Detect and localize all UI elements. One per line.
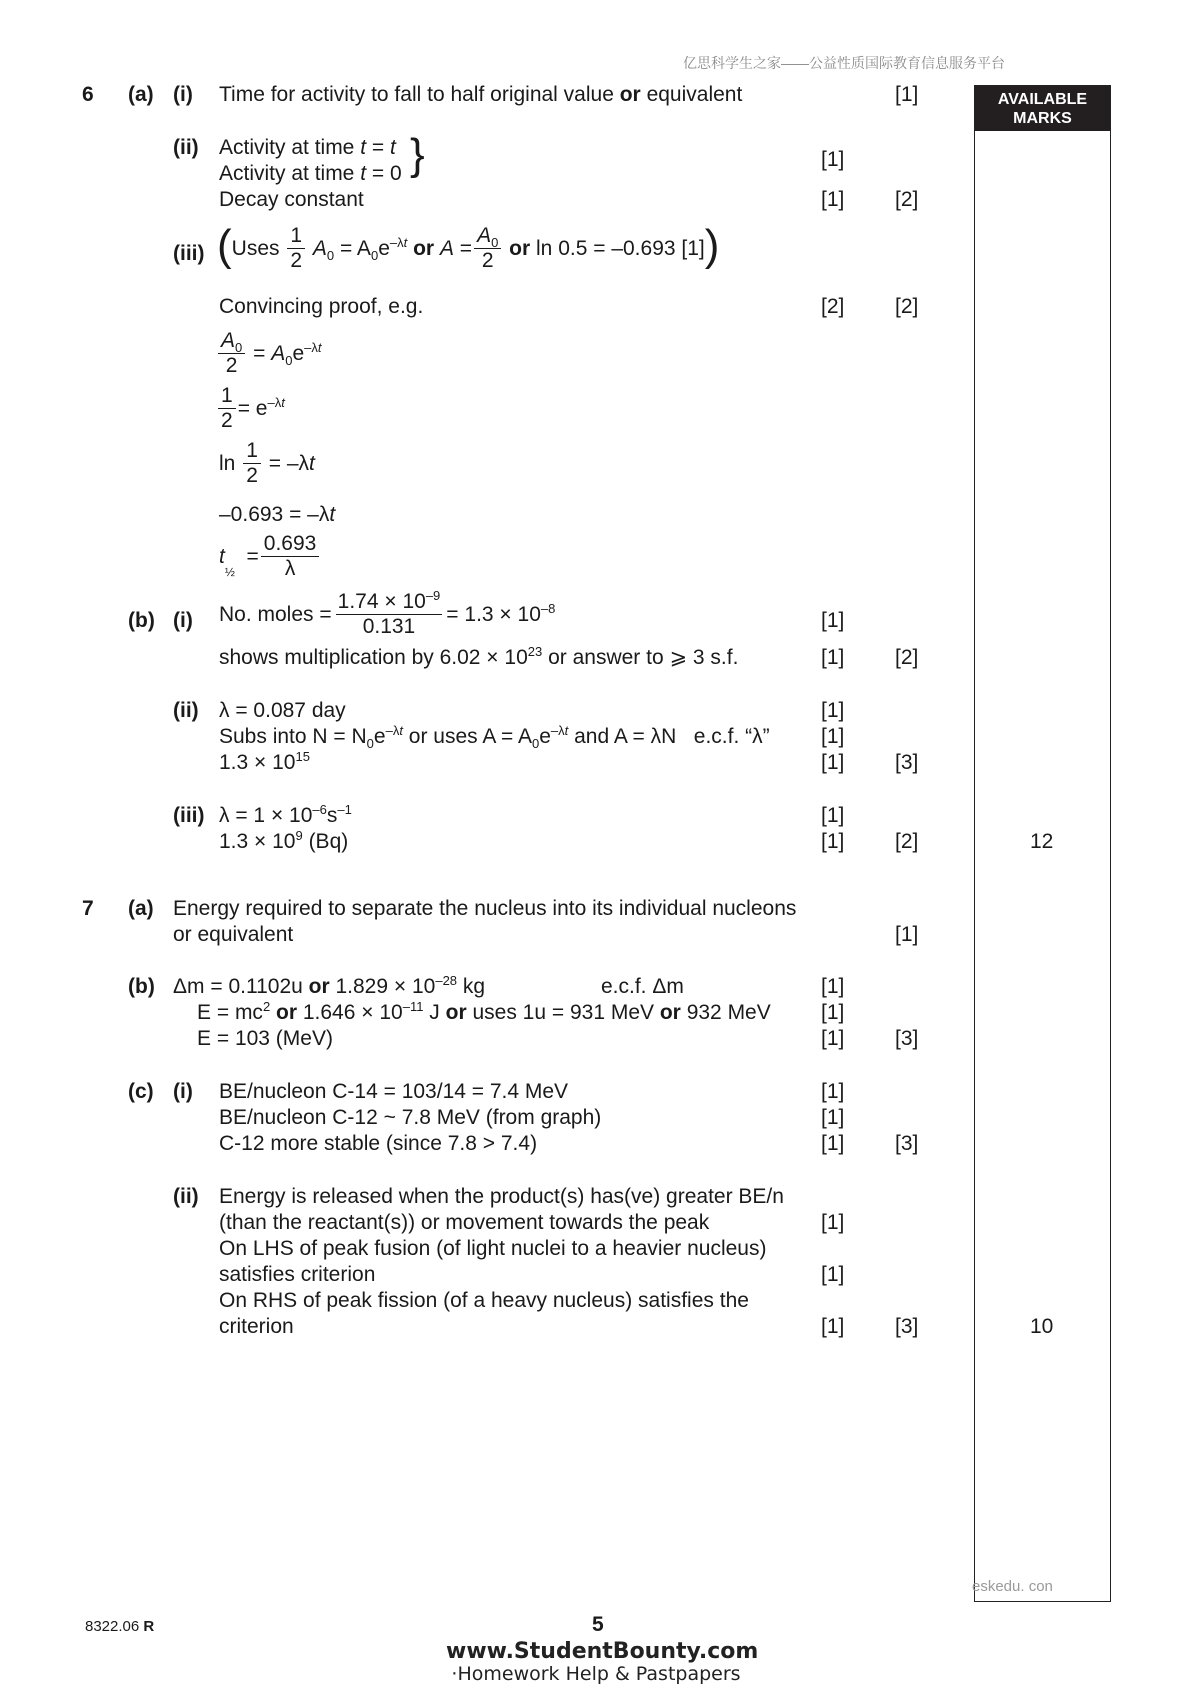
proof-step-1: $\frac{A_0}{2}$ = $A_0e^{-\lambda t}$	[216, 330, 322, 377]
q7a-total: [1]	[895, 923, 919, 946]
q6a-ii-brace-mark: [1]	[821, 148, 845, 171]
proof-step-2: $\frac{1}{2}$ = $e^{-\lambda t}$	[216, 385, 285, 432]
available-marks-header: AVAILABLE MARKS	[975, 86, 1110, 131]
q6b-iii-label: (iii)	[173, 804, 205, 827]
q7-part-c-label: (c)	[128, 1080, 154, 1103]
proof-label: Convincing proof, e.g.	[219, 295, 424, 318]
q6b-i-line2: shows multiplication by $6.02 \times 10^{23}$ or answer to ⩾ 3 s.f.	[219, 644, 739, 669]
q6-part-a-label: (a)	[128, 83, 154, 106]
q7c-ii-label: (ii)	[173, 1185, 199, 1208]
q6a-iii-label: (iii)	[173, 242, 205, 265]
q6a-i-text-post: equivalent	[640, 83, 743, 106]
q7b-total: [3]	[895, 1027, 919, 1050]
q7a-line1: Energy required to separate the nucleus into its individual nucleons	[173, 897, 797, 920]
uses-eq2: A =	[439, 236, 473, 260]
q6b-ii-mark1: [1]	[821, 699, 845, 722]
half-fraction	[287, 225, 305, 272]
logo-line-1: www.StudentBounty.com	[446, 1639, 759, 1664]
q6b-ii-line2: Subs into $N = N_0e^{-\lambda t}$ or uses $A = A_0e^{-\lambda t}$ and A = λN e.c.f. “λ”	[219, 723, 770, 752]
half-num: 1	[287, 225, 305, 249]
q6a-ii-label: (ii)	[173, 136, 199, 159]
question-7-number: 7	[82, 897, 94, 920]
q7-available-marks: 10	[1030, 1315, 1054, 1338]
q7b-ecf: e.c.f. Δm	[601, 975, 684, 998]
q6b-i-label: (i)	[173, 609, 193, 632]
q7c-ii-mark4: [1]	[821, 1263, 845, 1286]
q7b-line3: E = 103 (MeV)	[197, 1027, 333, 1050]
site-header-text: 亿思科学生之家——公益性质国际教育信息服务平台	[683, 55, 1005, 71]
q7b-mark3: [1]	[821, 1027, 845, 1050]
close-paren: )	[704, 220, 720, 270]
q6-available-marks: 12	[1030, 830, 1054, 853]
proof-step-4: –0.693 = –λt	[219, 503, 336, 526]
q6b-ii-line1: λ = 0.087 day	[219, 699, 346, 722]
q6b-iii-line2: $1.3 \times 10^9$ (Bq)	[219, 828, 349, 853]
q7c-i-mark2: [1]	[821, 1106, 845, 1129]
proof-step-3: ln $\frac{1}{2}$ = –λt	[219, 439, 315, 488]
q6b-i-mark2: [1]	[821, 646, 845, 669]
q6a-i-label: (i)	[173, 83, 193, 106]
q7c-ii-line5: On RHS of peak fission (of a heavy nucleus) satisfies the	[219, 1289, 749, 1312]
q7c-ii-line6: criterion	[219, 1315, 294, 1338]
q6b-iii-total: [2]	[895, 830, 919, 853]
page-number: 5	[592, 1613, 604, 1636]
q6a-i-answer	[219, 84, 742, 105]
q7c-i-line2: BE/nucleon C-12 ~ 7.8 MeV (from graph)	[219, 1106, 602, 1129]
moles-fraction: $\frac{1.74 \times 10^{-9}}{0.131}$	[337, 588, 441, 639]
q6a-ii-line1: Activity at time t = t	[219, 136, 396, 159]
q6a-ii-brace: }	[410, 130, 425, 179]
studentbounty-logo	[446, 1639, 759, 1685]
proof-total: [2]	[895, 295, 919, 318]
q6b-iii-mark2: [1]	[821, 830, 845, 853]
q6b-ii-mark3: [1]	[821, 751, 845, 774]
moles-rhs: = $1.3 \times 10^{-8}$	[446, 601, 556, 627]
q7b-mark1: [1]	[821, 975, 845, 998]
paper-code: 8322.06 R	[85, 1618, 155, 1635]
uses-eq3: ln 0.5 = –0.693 [1]	[536, 236, 705, 260]
q6b-i-total: [2]	[895, 646, 919, 669]
proof-step-5: $t_{\frac{1}{2}}$ = $\frac{0.693}{\lambda}$	[219, 533, 321, 580]
q7b-line2: $E = mc^2$ or $1.646 \times 10^{-11}$ J or uses 1u = 931 MeV or 932 MeV	[197, 999, 771, 1024]
q6a-ii-total: [2]	[895, 188, 919, 211]
q6b-ii-line3: $1.3 \times 10^{15}$	[219, 749, 310, 774]
q6a-i-text-pre: Time for activity to fall to half original value	[219, 83, 620, 106]
q6a-i-text-or: or	[619, 83, 641, 106]
q7c-ii-line4: satisfies criterion	[219, 1263, 376, 1286]
q7c-i-mark3: [1]	[821, 1132, 845, 1155]
q7c-i-line3: C-12 more stable (since 7.8 > 7.4)	[219, 1132, 538, 1155]
q7c-i-total: [3]	[895, 1132, 919, 1155]
q7c-i-line1: BE/nucleon C-14 = 103/14 = 7.4 MeV	[219, 1080, 569, 1103]
q7c-ii-line3: On LHS of peak fusion (of light nuclei to a heavier nucleus)	[219, 1237, 767, 1260]
q6b-ii-mark2: [1]	[821, 725, 845, 748]
uses-or-1: or	[413, 236, 435, 260]
q6-part-b-label: (b)	[128, 609, 155, 632]
q6a-ii-line2: Activity at time t = 0	[219, 162, 402, 185]
q7c-ii-mark2: [1]	[821, 1211, 845, 1234]
q6a-ii-mark3: [1]	[821, 188, 845, 211]
q7c-ii-line2: (than the reactant(s)) or movement towards the peak	[219, 1211, 710, 1234]
q7c-i-mark1: [1]	[821, 1080, 845, 1103]
question-6-number: 6	[82, 83, 94, 106]
a0-over-2-fraction	[474, 225, 501, 272]
uses-eq1: $A_0 = A_0e^{-\lambda t}$	[312, 234, 408, 263]
a0-den: 2	[481, 249, 494, 273]
proof-mark: [2]	[821, 295, 845, 318]
q7c-i-label: (i)	[173, 1080, 193, 1103]
q6b-ii-label: (ii)	[173, 699, 199, 722]
q7c-ii-line1: Energy is released when the product(s) has(ve) greater BE/n	[219, 1185, 784, 1208]
a0-num: $A_0$	[474, 225, 501, 249]
q6b-i-mark1: [1]	[821, 609, 845, 632]
uses-or-2: or	[509, 236, 531, 260]
q6a-ii-line3: Decay constant	[219, 188, 364, 211]
q6a-iii-uses-expression	[217, 220, 720, 273]
q6b-ii-total: [3]	[895, 751, 919, 774]
q7c-ii-total: [3]	[895, 1315, 919, 1338]
q6b-iii-line1: $\lambda = 1 \times 10^{-6}s^{-1}$	[219, 802, 352, 827]
q7a-line2: or equivalent	[173, 923, 294, 946]
logo-line-2: ·Homework Help & Pastpapers	[451, 1663, 741, 1685]
moles-lhs: No. moles =	[219, 603, 332, 627]
uses-word: Uses	[231, 236, 280, 260]
q7b-mark2: [1]	[821, 1001, 845, 1024]
q7-part-b-label: (b)	[128, 975, 155, 998]
q6b-iii-mark1: [1]	[821, 804, 845, 827]
open-paren: (	[217, 220, 232, 270]
half-den: 2	[290, 249, 303, 273]
q7c-ii-mark6: [1]	[821, 1315, 845, 1338]
watermark-text: eskedu. con	[972, 1578, 1053, 1595]
q7b-line1: Δm = 0.1102u or $1.829 \times 10^{-28}$ kg	[173, 973, 486, 998]
q6a-i-mark: [1]	[895, 83, 919, 106]
q7-part-a-label: (a)	[128, 897, 154, 920]
q6b-i-moles	[219, 588, 556, 639]
